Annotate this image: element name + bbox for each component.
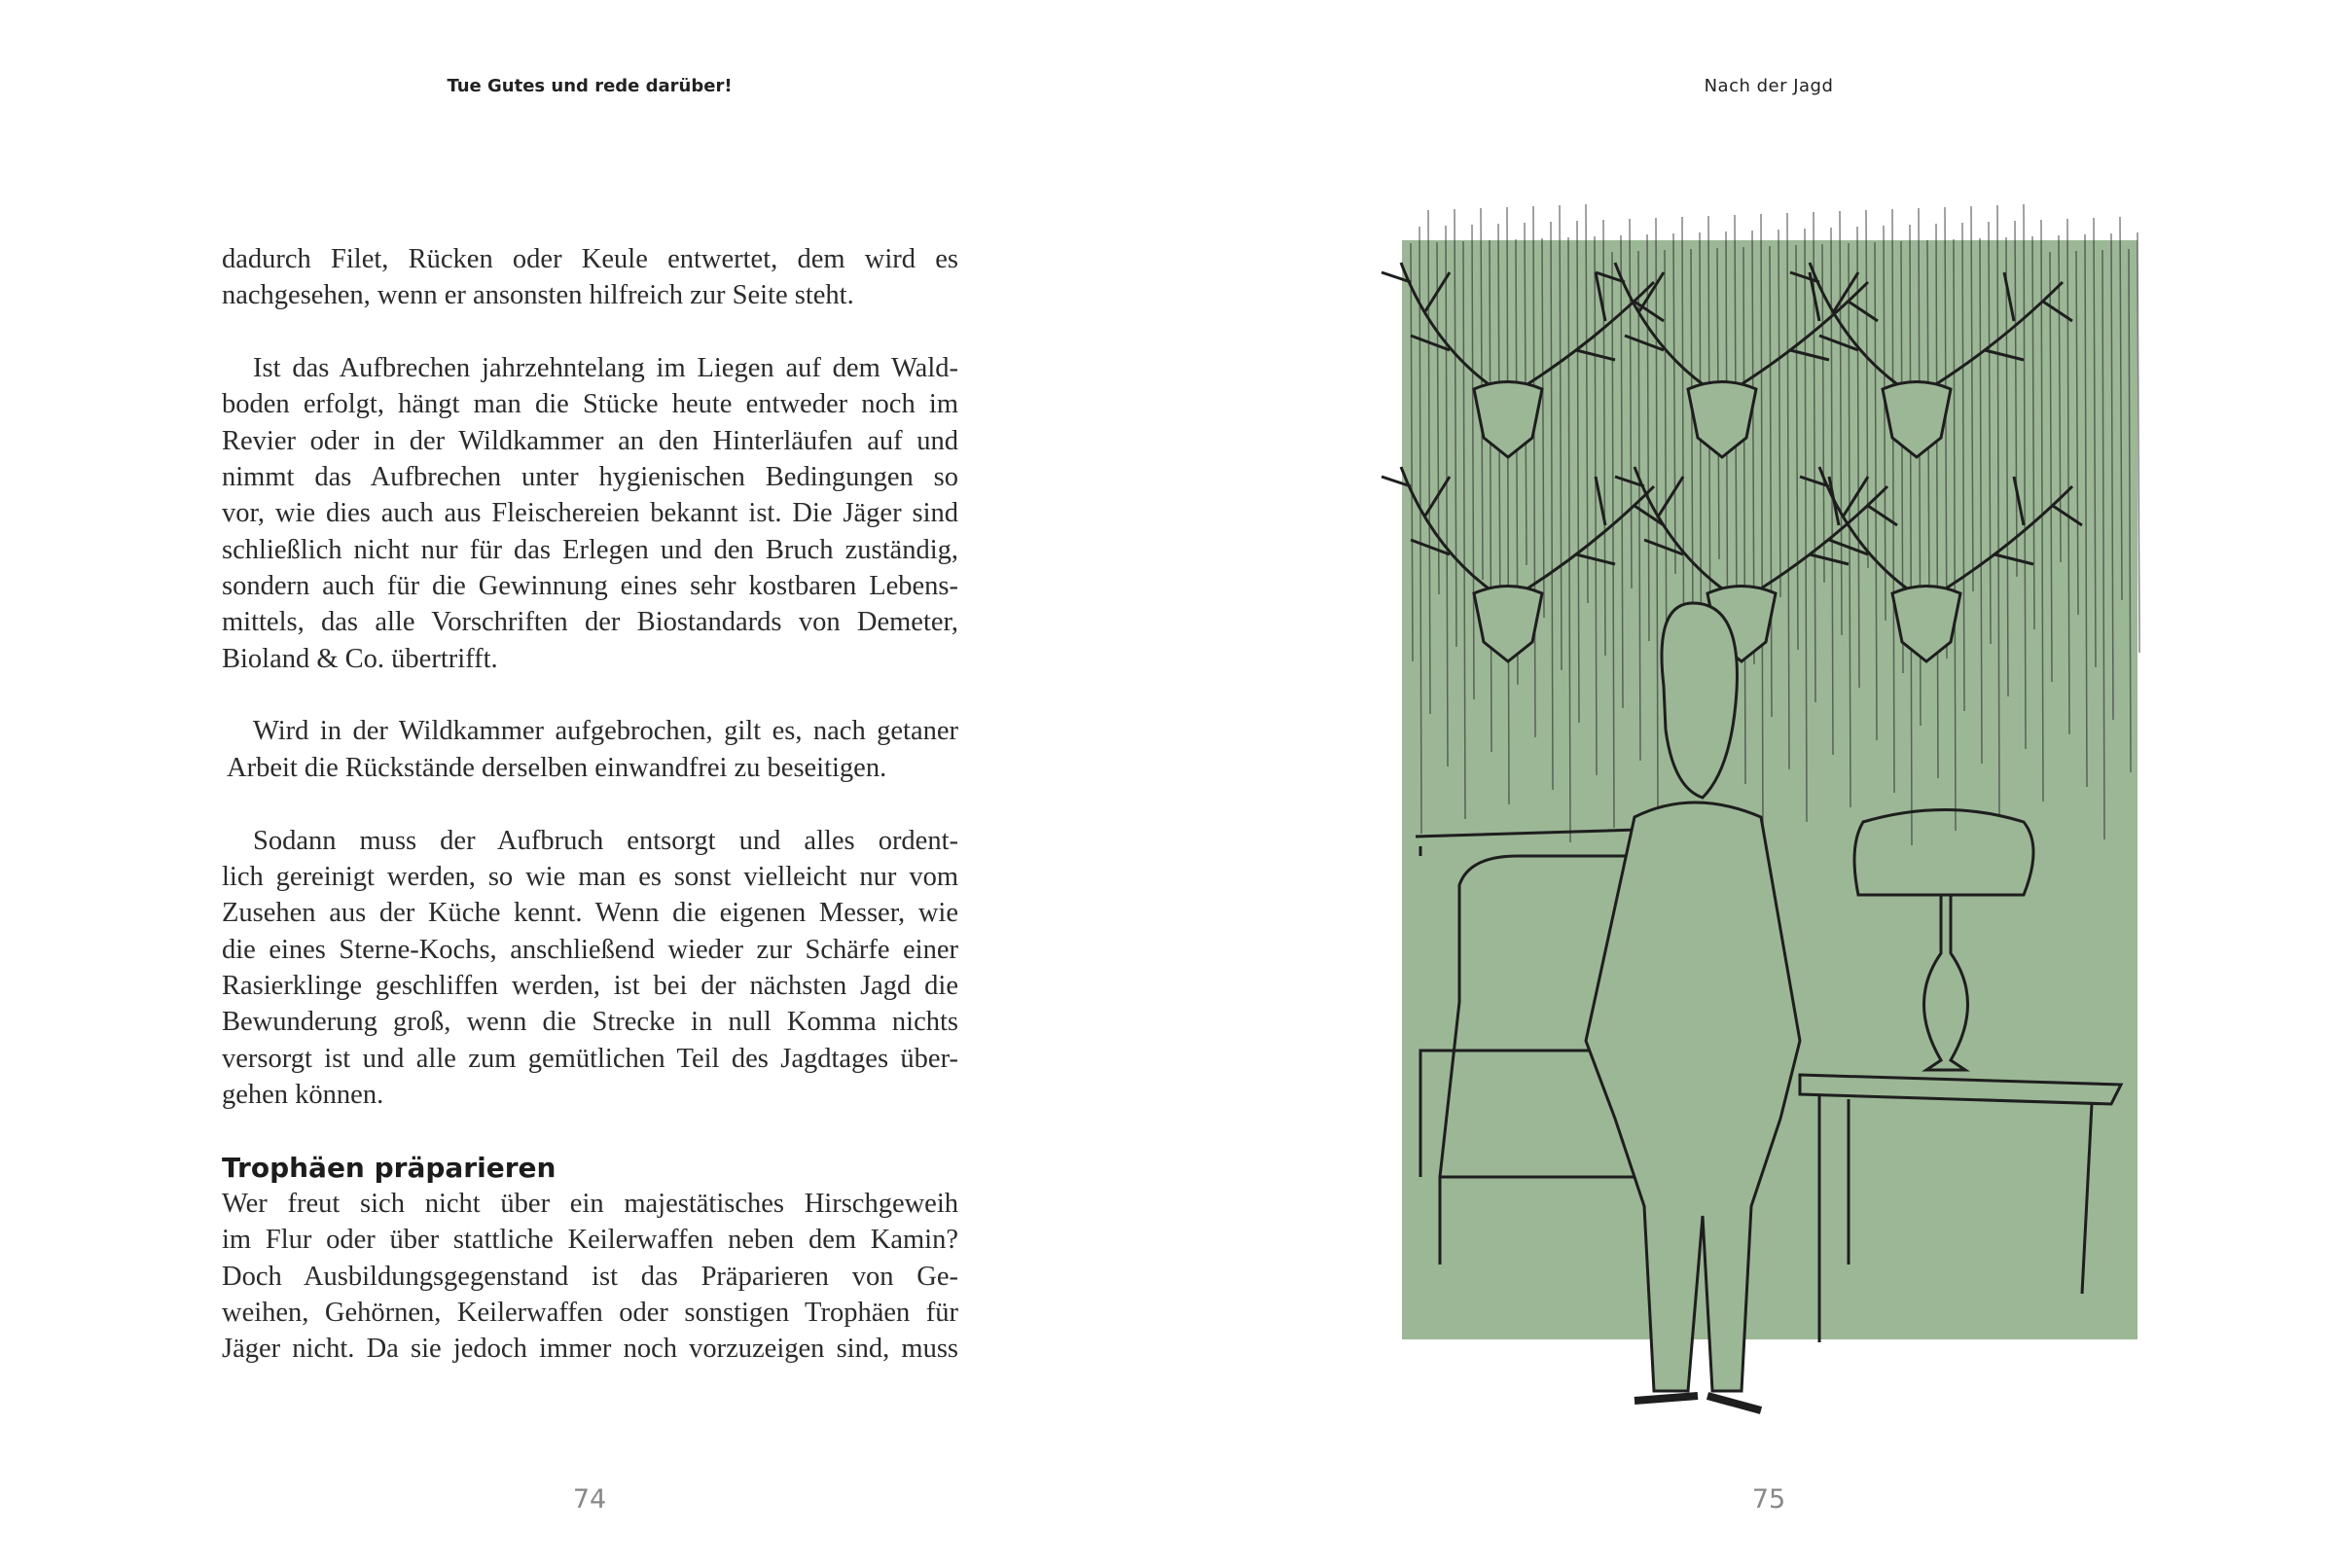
paragraph bbox=[222, 1186, 958, 1368]
text-line: lich gereinigt werden, so wie man es sonst vielleicht nur vom bbox=[222, 861, 958, 892]
text-line: Revier oder in der Wildkammer an den Hinterläufen auf und bbox=[222, 425, 958, 456]
text-line: boden erfolgt, hängt man die Stücke heute entweder noch im bbox=[222, 389, 958, 420]
text-line: mittels, das alle Vorschriften der Biostandards von Demeter, bbox=[222, 607, 958, 638]
body-text-column bbox=[222, 241, 958, 1368]
text-line: gehen können. bbox=[222, 1079, 384, 1110]
text-line: Jäger nicht. Da sie jedoch immer noch vorzuzeigen sind, muss bbox=[222, 1334, 958, 1365]
right-running-head: Nach der Jagd bbox=[1704, 76, 1834, 96]
paragraph bbox=[222, 713, 958, 786]
text-line: Rasierklinge geschliffen werden, ist bei der nächsten Jagd die bbox=[222, 970, 958, 1001]
text-line: versorgt ist und alle zum gemütlichen Teil des Jagdtages über- bbox=[222, 1043, 958, 1074]
text-line: nimmt das Aufbrechen unter hygienischen Bedingungen so bbox=[222, 462, 958, 493]
illustration-hunter-with-trophies bbox=[1343, 146, 2199, 1440]
text-line: Sodann muss der Aufbruch entsorgt und alles ordent- bbox=[253, 825, 958, 856]
paragraph bbox=[222, 350, 958, 677]
section-heading: Trophäen präparieren bbox=[222, 1151, 557, 1184]
text-line: die eines Sterne-Kochs, anschließend wieder zur Schärfe einer bbox=[222, 934, 958, 965]
text-line: Wird in der Wildkammer aufgebrochen, gilt es, nach getaner bbox=[253, 716, 958, 747]
right-page-number: 75 bbox=[1751, 1484, 1786, 1515]
left-page-number: 74 bbox=[572, 1484, 607, 1515]
text-line: Wer freut sich nicht über ein majestätisches Hirschgeweih bbox=[222, 1188, 958, 1219]
text-line: Doch Ausbildungsgegenstand ist das Präparieren von Ge- bbox=[222, 1261, 958, 1292]
paragraph bbox=[222, 823, 958, 1114]
text-line: Ist das Aufbrechen jahrzehntelang im Liegen auf dem Wald- bbox=[253, 353, 958, 384]
text-line: Zusehen aus der Küche kennt. Wenn die eigenen Messer, wie bbox=[222, 898, 958, 929]
text-line: Bioland & Co. übertrifft. bbox=[222, 643, 498, 674]
text-line: schließlich nicht nur für das Erlegen und den Bruch zuständig, bbox=[222, 534, 958, 565]
text-line: nachgesehen, wenn er ansonsten hilfreich zur Seite steht. bbox=[222, 280, 854, 311]
text-line: sondern auch für die Gewinnung eines sehr kostbaren Lebens- bbox=[222, 571, 958, 602]
text-line: Bewunderung groß, wenn die Strecke in null Komma nichts bbox=[222, 1007, 958, 1038]
paragraph bbox=[222, 241, 958, 314]
left-running-head: Tue Gutes und rede darüber! bbox=[447, 76, 733, 96]
text-line: vor, wie dies auch aus Fleischereien bekannt ist. Die Jäger sind bbox=[222, 498, 958, 529]
text-line: im Flur oder über stattliche Keilerwaffen neben dem Kamin? bbox=[222, 1225, 958, 1256]
text-line: Arbeit die Rückstände derselben einwandfrei zu beseitigen. bbox=[227, 752, 887, 783]
hatch-line bbox=[2137, 232, 2139, 653]
text-line: weihen, Gehörnen, Keilerwaffen oder sonstigen Trophäen für bbox=[222, 1297, 958, 1328]
text-line: dadurch Filet, Rücken oder Keule entwertet, dem wird es bbox=[222, 244, 958, 274]
